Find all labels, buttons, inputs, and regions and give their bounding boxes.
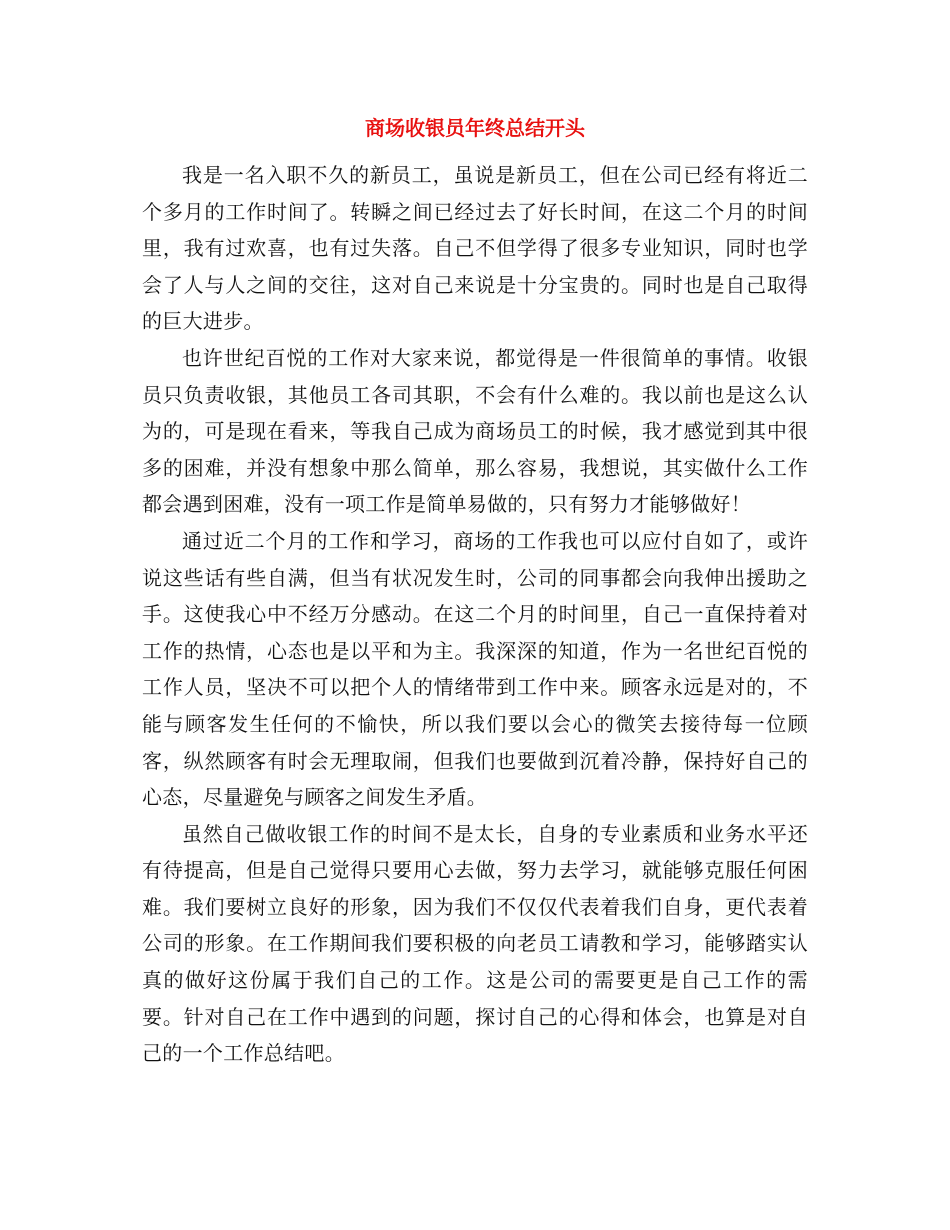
paragraph-2: 也许世纪百悦的工作对大家来说，都觉得是一件很简单的事情。收银员只负责收银，其他员工各司其职，不会有什么难的。我以前也是这么认为的，可是现在看来，等我自己成为商场员工的时候，我才感觉到其中很多的困难，并没有想象中那么简单，那么容易，我想说，其实做什么工作都会遇到困难，没有一项工作是简单易做的，只有努力才能够做好！ [142,345,808,517]
document-title: 商场收银员年终总结开头 [365,116,585,140]
paragraph-4: 虽然自己做收银工作的时间不是太长，自身的专业素质和业务水平还有待提高，但是自己觉得只要用心去做，努力去学习，就能够克服任何困难。我们要树立良好的形象，因为我们不仅仅代表着我们自身，更代表着公司的形象。在工作期间我们要积极的向老员工请教和学习，能够踏实认真的做好这份属于我们自己的工作。这是公司的需要更是自己工作的需要。针对自己在工作中遇到的问题，探讨自己的心得和体会，也算是对自己的一个工作总结吧。 [142,821,808,1066]
paragraph-3: 通过近二个月的工作和学习，商场的工作我也可以应付自如了，或许说这些话有些自满，但当有状况发生时，公司的同事都会向我伸出援助之手。这使我心中不经万分感动。在这二个月的时间里，自己一直保持着对工作的热情，心态也是以平和为主。我深深的知道，作为一名世纪百悦的工作人员，坚决不可以把个人的情绪带到工作中来。顾客永远是对的，不能与顾客发生任何的不愉快，所以我们要以会心的微笑去接待每一位顾客，纵然顾客有时会无理取闹，但我们也要做到沉着冷静，保持好自己的心态，尽量避免与顾客之间发生矛盾。 [142,528,808,810]
paragraph-1: 我是一名入职不久的新员工，虽说是新员工，但在公司已经有将近二个多月的工作时间了。转瞬之间已经过去了好长时间，在这二个月的时间里，我有过欢喜，也有过失落。自己不但学得了很多专业知识，同时也学会了人与人之间的交往，这对自己来说是十分宝贵的。同时也是自己取得的巨大进步。 [142,163,808,334]
document-body [142,157,808,1072]
